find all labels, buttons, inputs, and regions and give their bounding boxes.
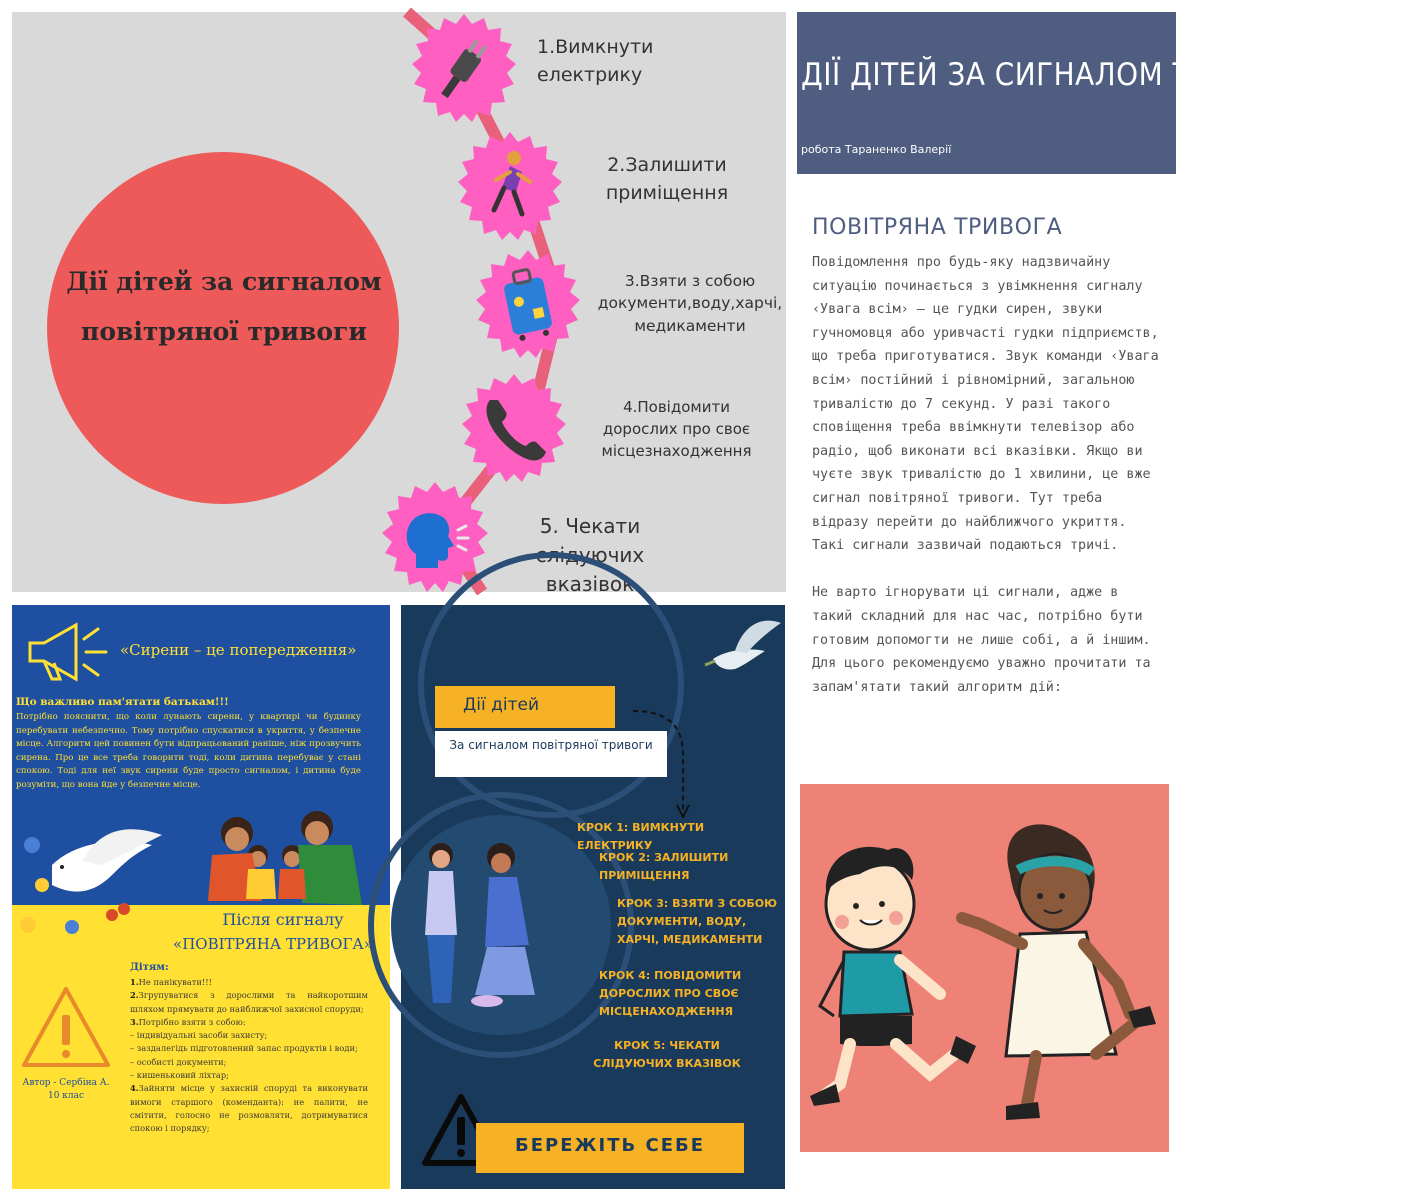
after-signal-line-2: «ПОВІТРЯНА ТРИВОГА» (173, 935, 373, 953)
step-3-label: 3.Взяти з собою документи,воду,харчі, медикаменти (597, 272, 783, 335)
step-2-text: КРОК 2: ЗАЛИШИТИ ПРИМІЩЕННЯ (599, 851, 729, 882)
infographic-title: Дії дітей за сигналом повітряної тривоги (66, 267, 382, 346)
mother-child-illustration (405, 835, 555, 1015)
take-care-banner: БЕРЕЖІТЬ СЕБЕ (476, 1123, 744, 1173)
kids-instructions-list (130, 976, 368, 1136)
list-item: – заздалегідь підготовлений запас продуктів і води; (130, 1043, 358, 1054)
dashed-arrow (627, 705, 697, 825)
parents-paragraph: Потрібно пояснити, що коли лунають сирени, у квартирі чи будинку перебувати небезпечно. Тому потрібно спускатися в укриття, у безпечне місце. Алгоритм цей повинен бути відпрацьований раніше, ніж прозвучить сирена. Про це все треба говорити тоді, коли дитина перебуває у стані спокою. Тоді для неї звук сирени буде просто сигналом, і дитина буде розуміти, що вона йде у безпечне місце. (16, 712, 361, 790)
running-woman-icon (456, 132, 564, 240)
poster-author: Автор - Сербіна А. 10 клас (22, 1078, 110, 1101)
running-kids-illustration (800, 784, 1169, 1152)
steps-poster (401, 605, 785, 1189)
infographic-panel (12, 12, 786, 596)
list-item: 4.Зайняти місце у захисній споруді та виконувати вимоги старшого (коменданта): не палити, не смітити, голосно не розмовляти, дотримуватися спокою і порядку; (130, 1083, 368, 1134)
step-2-label: 2.Залишити приміщення (605, 154, 729, 204)
siren-title: «Сирени – це попередження» (120, 641, 357, 659)
article-paragraph-1: Повідомлення про будь-яку надзвичайну ситуацію починається з увімкнення сигналу ‹Увага всім› — це гудки сирен, звуки гучномовця або уривчасті гудки підприємств, що треба приготуватися. Звук команди ‹Увага всім› постійний і рівномірний, загальною тривалістю до 7 секунд. У разі такого сповіщення треба ввімкнути телевізор або радіо, щоб виконати всі вказівки. Якщо ви чуєте звук тривалістю до 1 хвилини, це вже сигнал повітряної тривоги. Тут треба відразу перейти до найближчого укриття. Такі сигнали зазвичай подаються тричі. (812, 255, 1159, 554)
kids-drawing (800, 784, 1169, 1152)
article-body (812, 251, 1162, 699)
step-1-label: 1.Вимкнути електрику (537, 36, 654, 86)
family-figures (208, 811, 362, 905)
suitcase-icon (474, 250, 582, 358)
header-title: ДІЇ ДІТЕЙ ЗА СИГНАЛОМ ТРИВОГИ (801, 57, 1310, 93)
family-and-dove-illustration (12, 805, 390, 955)
step-1-text: КРОК 1: ВИМКНУТИ ЕЛЕКТРИКУ (577, 821, 705, 852)
megaphone-icon (22, 617, 110, 687)
step-3-text: КРОК 3: ВЗЯТИ З СОБОЮ ДОКУМЕНТИ, ВОДУ, ХАРЧІ, МЕДИКАМЕНТИ (617, 897, 778, 946)
kids-heading: Дітям: (130, 962, 169, 973)
list-item: 3.Потрібно взяти з собою: (130, 1016, 246, 1027)
poster-tag: Дії дітей (435, 686, 615, 728)
after-signal-line-1: Після сигналу (222, 910, 344, 929)
list-item: 1.Не панікувати!!! (130, 977, 212, 987)
step-5-text: КРОК 5: ЧЕКАТИ СЛІДУЮЧИХ ВКАЗІВОК (593, 1039, 741, 1070)
list-item: 2.Згрупуватися з дорослими та найкоротшим шляхом прямувати до найближчої захисної споруди; (130, 990, 368, 1014)
header-author: робота Тараненко Валерії (801, 143, 952, 156)
list-item: – особисті документи; (130, 1056, 227, 1067)
list-item: – кишеньковий ліхтар; (130, 1070, 229, 1081)
speaking-head-icon (380, 482, 490, 592)
parents-subheading: Що важливо пам'ятати батькам!!! (16, 696, 229, 708)
parents-poster (12, 605, 390, 1189)
header-banner (797, 12, 1310, 174)
dove-icon (705, 611, 785, 691)
article-paragraph-2: Не варто ігнорувати ці сигнали, адже в такий складний для нас час, потрібно бути готовим допомогти не лише собі, а й іншим. Для цього рекомендуємо уважно прочитати та запам'ятати такий алгоритм дій: (812, 585, 1151, 695)
telephone-icon (460, 374, 568, 482)
step-5-label: 5. Чекати слідуючих вказівок (535, 514, 645, 596)
dove-icon (52, 829, 162, 891)
electric-plug-icon (410, 14, 518, 122)
article-panel (797, 195, 1176, 780)
list-item: – індивідуальні засоби захисту; (130, 1030, 268, 1041)
girl-figure (962, 824, 1156, 1120)
warning-icon (20, 985, 112, 1071)
step-4-text: КРОК 4: ПОВІДОМИТИ ДОРОСЛИХ ПРО СВОЄ МІСЦЕНАХОДЖЕННЯ (599, 969, 742, 1018)
poster-card: За сигналом повітряної тривоги (435, 731, 667, 777)
article-heading: ПОВІТРЯНА ТРИВОГА (812, 215, 1063, 240)
boy-figure (810, 847, 976, 1106)
step-4-label: 4.Повідомити дорослих про своє місцезнаходження (601, 398, 752, 460)
